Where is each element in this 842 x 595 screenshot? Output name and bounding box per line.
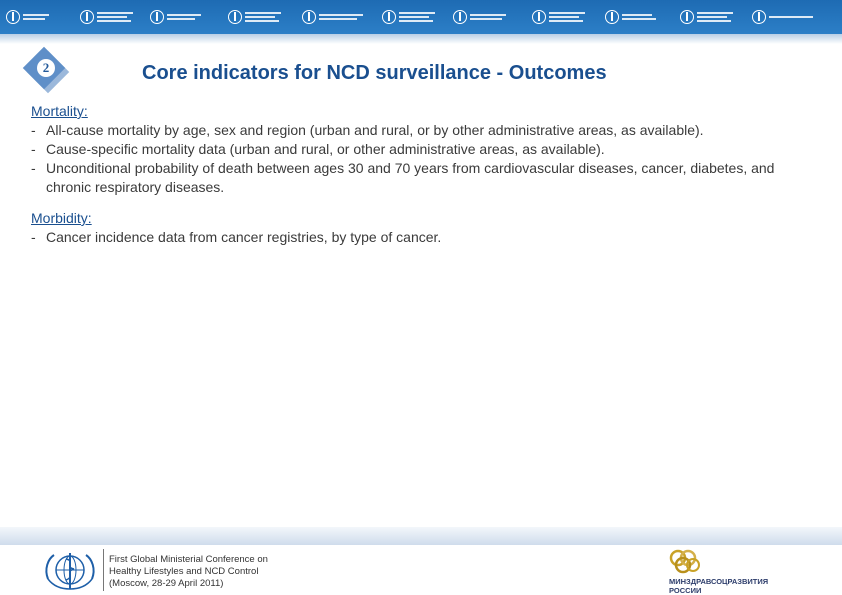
list-item xyxy=(31,228,821,247)
ministry-line-2: РОССИИ xyxy=(669,586,702,595)
list-item xyxy=(31,140,821,159)
page-title: Core indicators for NCD surveillance - Outcomes xyxy=(142,62,607,84)
morbidity-section xyxy=(31,209,821,247)
ministry-logo-text xyxy=(669,577,768,595)
list-item xyxy=(31,159,821,197)
header-banner xyxy=(0,0,842,35)
who-logo-icon xyxy=(680,3,733,31)
who-logo-chinese-icon xyxy=(752,3,813,31)
who-logo-russian-icon xyxy=(302,3,363,31)
ministry-line-1: МИНЗДРАВСОЦРАЗВИТИЯ xyxy=(669,577,769,586)
who-logo-english-icon xyxy=(6,3,49,31)
conference-line-1: First Global Ministerial Conference on xyxy=(109,554,268,565)
who-logo-french-icon xyxy=(150,3,201,31)
mortality-list xyxy=(31,121,821,197)
morbidity-heading: Morbidity: xyxy=(31,210,92,226)
conference-line-2: Healthy Lifestyles and NCD Control xyxy=(109,566,259,577)
who-logo-spanish-icon xyxy=(453,3,506,31)
who-logo-icon xyxy=(228,3,281,31)
footer-divider xyxy=(103,549,104,591)
footer-bar xyxy=(0,527,842,545)
who-logo-arabic-icon xyxy=(605,3,656,31)
list-item-text: Cause-specific mortality data (urban and rural, or other administrative areas, as available). xyxy=(46,141,605,157)
list-item-text: Unconditional probability of death between ages 30 and 70 years from cardiovascular diseases, cancer, diabetes, and chronic respiratory diseases. xyxy=(46,160,775,195)
mortality-heading: Mortality: xyxy=(31,103,88,119)
conference-info xyxy=(109,554,268,590)
list-item-text: Cancer incidence data from cancer registries, by type of cancer. xyxy=(46,229,442,245)
slide-number-badge xyxy=(28,52,68,88)
banner-shadow xyxy=(0,34,842,44)
conference-line-3: (Moscow, 28-29 April 2011) xyxy=(109,578,224,589)
who-logo-icon xyxy=(532,3,585,31)
dash-bullet: - xyxy=(31,160,36,176)
dash-bullet: - xyxy=(31,229,36,245)
who-logo-icon xyxy=(80,3,133,31)
ministry-rings-icon xyxy=(664,548,706,576)
who-logo-icon xyxy=(382,3,435,31)
who-emblem-icon xyxy=(42,549,98,591)
slide-number: 2 xyxy=(37,59,55,77)
slide-content xyxy=(31,102,821,247)
list-item-text: All-cause mortality by age, sex and region (urban and rural, or by other administrative areas, as available). xyxy=(46,122,704,138)
dash-bullet: - xyxy=(31,141,36,157)
morbidity-list xyxy=(31,228,821,247)
dash-bullet: - xyxy=(31,122,36,138)
list-item xyxy=(31,121,821,140)
